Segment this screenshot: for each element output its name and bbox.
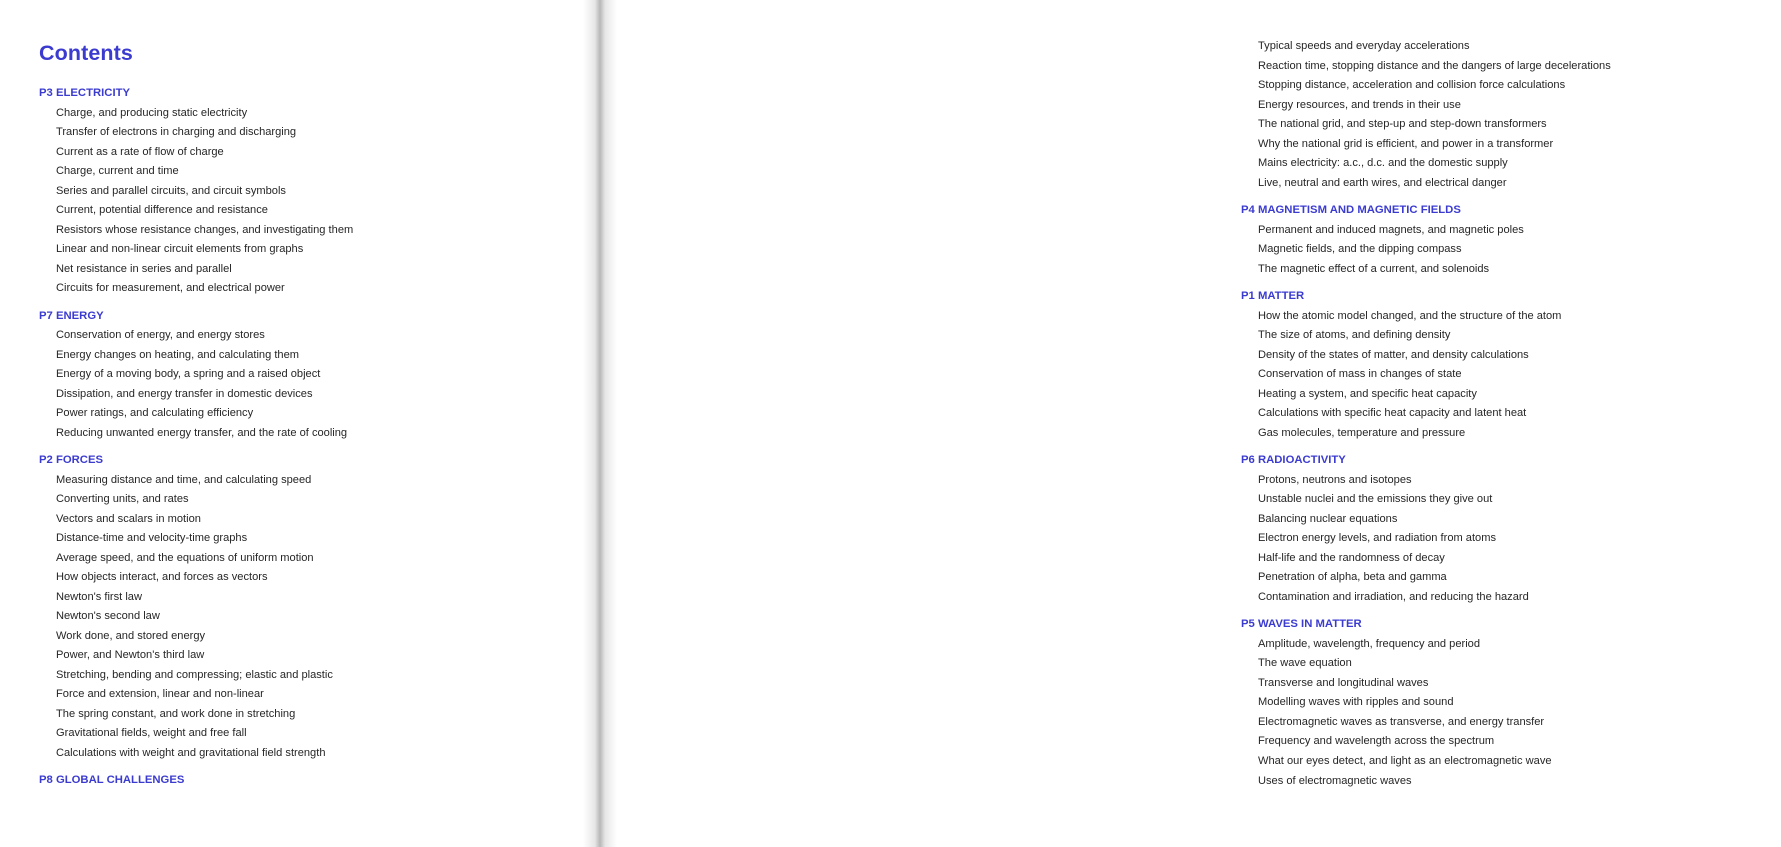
topic-item[interactable]: Mains electricity: a.c., d.c. and the domestic supply [1258, 157, 1508, 170]
right-contents-column [1241, 37, 1781, 791]
topic-item[interactable]: Amplitude, wavelength, frequency and period [1258, 637, 1481, 650]
section-heading[interactable]: P3 ELECTRICITY [39, 87, 131, 99]
page-gutter-shadow [583, 0, 617, 847]
topic-item[interactable]: Electromagnetic waves as transverse, and energy transfer [1258, 715, 1545, 728]
topic-item[interactable]: Stopping distance, acceleration and collision force calculations [1258, 79, 1566, 92]
topic-list [39, 104, 579, 299]
section-heading[interactable]: P1 MATTER [1241, 290, 1305, 303]
topic-item[interactable]: Transfer of electrons in charging and discharging [56, 126, 297, 139]
left-page [0, 0, 598, 847]
topic-item[interactable]: Transverse and longitudinal waves [1258, 676, 1429, 689]
topic-item[interactable]: Heating a system, and specific heat capacity [1258, 387, 1477, 400]
contents-section [1241, 451, 1781, 607]
topic-item[interactable]: Penetration of alpha, beta and gamma [1258, 571, 1447, 584]
contents-section [1241, 287, 1781, 443]
section-heading[interactable]: P8 GLOBAL CHALLENGES [39, 774, 185, 787]
topic-item[interactable]: Average speed, and the equations of uniform motion [56, 551, 314, 564]
left-contents-column [39, 84, 579, 791]
topic-item[interactable]: Charge, and producing static electricity [56, 106, 248, 119]
contents-section [1241, 201, 1781, 279]
topic-item[interactable]: Calculations with weight and gravitational field strength [56, 746, 326, 759]
topic-item[interactable]: The magnetic effect of a current, and solenoids [1258, 262, 1490, 275]
section-heading[interactable]: P7 ENERGY [39, 309, 104, 322]
topic-list [1241, 307, 1781, 444]
topic-item[interactable]: How objects interact, and forces as vectors [56, 571, 268, 584]
continued-topic-list [1241, 37, 1781, 193]
topic-item[interactable]: Half-life and the randomness of decay [1258, 551, 1445, 564]
topic-item[interactable]: Contamination and irradiation, and reducing the hazard [1258, 590, 1529, 603]
topic-item[interactable]: Energy resources, and trends in their use [1258, 98, 1461, 111]
topic-item[interactable]: Permanent and induced magnets, and magnetic poles [1258, 223, 1524, 236]
topic-item[interactable]: Net resistance in series and parallel [56, 262, 232, 275]
topic-item[interactable]: Calculations with specific heat capacity and latent heat [1258, 407, 1527, 420]
contents-section [39, 451, 579, 763]
topic-item[interactable]: Distance-time and velocity-time graphs [56, 532, 248, 545]
topic-item[interactable]: Reaction time, stopping distance and the dangers of large decelerations [1258, 59, 1611, 72]
contents-section [39, 307, 579, 444]
right-page [602, 0, 1611, 847]
topic-item[interactable]: Resistors whose resistance changes, and investigating them [56, 223, 354, 236]
topic-item[interactable]: Frequency and wavelength across the spectrum [1258, 735, 1495, 748]
topic-item[interactable]: Force and extension, linear and non-linear [56, 688, 264, 701]
topic-item[interactable]: The spring constant, and work done in stretching [56, 707, 296, 720]
topic-list [39, 471, 579, 764]
topic-item[interactable]: Power, and Newton's third law [56, 649, 205, 662]
topic-item[interactable]: Conservation of energy, and energy stores [56, 329, 265, 342]
topic-item[interactable]: Linear and non-linear circuit elements from graphs [56, 243, 304, 256]
topic-item[interactable]: Current, potential difference and resistance [56, 204, 268, 217]
section-heading[interactable]: P2 FORCES [39, 454, 104, 467]
topic-item[interactable]: Unstable nuclei and the emissions they give out [1258, 493, 1493, 506]
topic-item[interactable]: Vectors and scalars in motion [56, 512, 201, 525]
topic-item[interactable]: Charge, current and time [56, 165, 179, 178]
topic-item[interactable]: Protons, neutrons and isotopes [1258, 473, 1412, 486]
topic-item[interactable]: Measuring distance and time, and calculating speed [56, 473, 312, 486]
contents-section [39, 84, 579, 299]
contents-section [39, 771, 579, 791]
topic-item[interactable]: Energy changes on heating, and calculating them [56, 348, 299, 361]
topic-item[interactable]: Series and parallel circuits, and circuit symbols [56, 184, 286, 197]
topic-item[interactable]: Balancing nuclear equations [1258, 512, 1398, 525]
topic-list [1241, 471, 1781, 608]
topic-list [1241, 635, 1781, 791]
topic-item[interactable]: Electron energy levels, and radiation from atoms [1258, 532, 1497, 545]
topic-item[interactable]: Circuits for measurement, and electrical power [56, 282, 285, 295]
contents-section [1241, 615, 1781, 791]
section-heading[interactable]: P4 MAGNETISM AND MAGNETIC FIELDS [1241, 204, 1461, 217]
topic-item[interactable]: Conservation of mass in changes of state [1258, 368, 1462, 381]
topic-list [39, 326, 579, 443]
topic-list [1241, 221, 1781, 280]
topic-item[interactable]: Uses of electromagnetic waves [1258, 774, 1412, 787]
topic-item[interactable]: Energy of a moving body, a spring and a raised object [56, 368, 321, 381]
topic-item[interactable]: Converting units, and rates [56, 493, 189, 506]
topic-item[interactable]: What our eyes detect, and light as an electromagnetic wave [1258, 754, 1552, 767]
topic-item[interactable]: Why the national grid is efficient, and power in a transformer [1258, 137, 1554, 150]
topic-item[interactable]: Live, neutral and earth wires, and electrical danger [1258, 176, 1507, 189]
topic-item[interactable]: Gravitational fields, weight and free fall [56, 727, 247, 740]
topic-item[interactable]: Work done, and stored energy [56, 629, 206, 642]
topic-item[interactable]: Current as a rate of flow of charge [56, 145, 224, 158]
section-heading[interactable]: P5 WAVES IN MATTER [1241, 618, 1362, 631]
topic-item[interactable]: Power ratings, and calculating efficiency [56, 407, 254, 420]
topic-item[interactable]: How the atomic model changed, and the structure of the atom [1258, 309, 1562, 322]
topic-item[interactable]: The national grid, and step-up and step-down transformers [1258, 118, 1547, 131]
topic-item[interactable]: Stretching, bending and compressing; elastic and plastic [56, 668, 333, 681]
topic-item[interactable]: The size of atoms, and defining density [1258, 329, 1451, 342]
topic-item[interactable]: Dissipation, and energy transfer in domestic devices [56, 387, 313, 400]
topic-item[interactable]: Typical speeds and everyday accelerations [1258, 40, 1470, 52]
section-heading[interactable]: P6 RADIOACTIVITY [1241, 454, 1346, 467]
topic-item[interactable]: Gas molecules, temperature and pressure [1258, 426, 1466, 439]
topic-item[interactable]: Density of the states of matter, and density calculations [1258, 348, 1529, 361]
topic-item[interactable]: Magnetic fields, and the dipping compass [1258, 243, 1462, 256]
topic-item[interactable]: Reducing unwanted energy transfer, and the rate of cooling [56, 426, 348, 439]
page-title: Contents [39, 41, 133, 65]
topic-item[interactable]: Modelling waves with ripples and sound [1258, 696, 1454, 709]
topic-item[interactable]: The wave equation [1258, 657, 1352, 670]
topic-item[interactable]: Newton's first law [56, 590, 142, 603]
topic-item[interactable]: Newton's second law [56, 610, 160, 623]
